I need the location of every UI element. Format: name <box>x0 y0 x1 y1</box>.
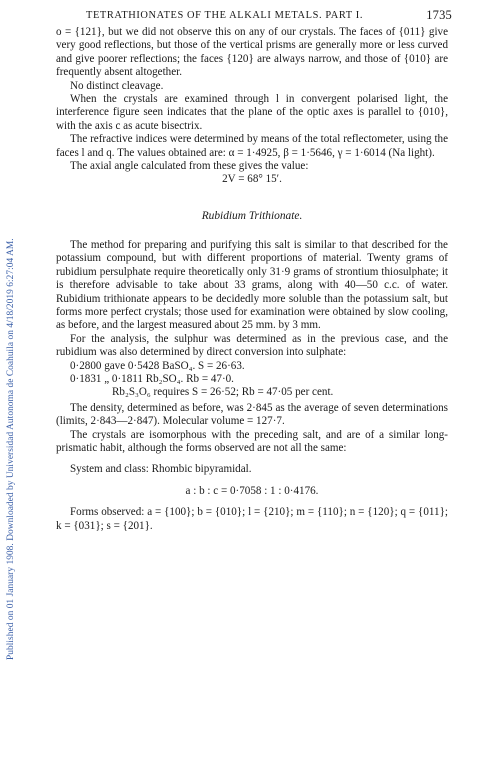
page-body <box>56 8 452 533</box>
paragraph-analysis-intro: For the analysis, the sulphur was determined as in the previous case, and the rubidium was also determined by direct conversion into sulphate: <box>56 332 448 359</box>
page-number: 1735 <box>426 8 452 22</box>
paragraph-isomorphous: The crystals are isomorphous with the preceding salt, and are of a similar long-prismatic habit, although the forms observed are not all the same: <box>56 428 448 454</box>
paragraph-faces: o = {121}, but we did not observe this on any of our crystals. The faces of {011} give very good reflections, but those of the vertical prisms are generally more or less curved and give poorer reflections; the faces {120} are always narrow, and those of {010} are frequently absent altogether. <box>56 26 448 79</box>
analysis-line-rubidium: 0·1831 „ 0·1811 Rb₂SO₄. Rb = 47·0. <box>70 372 234 385</box>
axial-ratio: a : b : c = 0·7058 : 1 : 0·4176. <box>185 484 319 497</box>
paragraph-cleavage: No distinct cleavage. <box>70 79 164 92</box>
forms-observed: Forms observed: a = {100}; b = {010}; l = {210}; m = {110}; n = {120}; q = {011}; k = {031}; s = {201}. <box>56 506 448 532</box>
system-class: System and class: Rhombic bipyramidal. <box>70 463 252 476</box>
paragraph-preparation: The method for preparing and purifying this salt is similar to that described for the potassium compound, but with different proportions of material. Twenty grams of rubidium persulphate require theoretically only 31·9 grams of strontium thiosulphate; it is therefore advisable to take about 33 grams, along with 40—50 c.c. of water. Rubidium trithionate appears to be decidedly more soluble than the potassium salt, but forms more perfect crystals; those used for examination were obtained by slow cooling, as before, and the largest measured about 25 mm. by 3 mm. <box>56 238 448 332</box>
running-head <box>56 8 452 26</box>
publication-sidenote: Published on 01 January 1908. Downloaded by Universidad Autonoma de Coahuila on 4/18/2019 6:27:04 AM. <box>6 238 16 660</box>
axial-angle-value: 2V = 68° 15′. <box>222 173 282 186</box>
paragraph-density: The density, determined as before, was 2·845 as the average of seven determinations (limits, 2·843—2·847). Molecular volume = 127·7. <box>56 401 448 428</box>
analysis-line-requires: Rb₂S₃O₆ requires S = 26·52; Rb = 47·05 per cent. <box>112 386 334 399</box>
running-title: TETRATHIONATES OF THE ALKALI METALS. PART I. <box>86 10 364 21</box>
paragraph-refractive-indices: The refractive indices were determined by means of the total reflectometer, using the faces l and q. The values obtained are: α = 1·4925, β = 1·5646, γ = 1·6014 (Na light). <box>56 133 448 159</box>
section-heading: Rubidium Trithionate. <box>201 209 303 222</box>
paragraph-polarised-light: When the crystals are examined through l in convergent polarised light, the interference figure seen indicates that the plane of the optic axes is parallel to {010}, with the axis c as acute bisectrix. <box>56 93 448 132</box>
analysis-line-barium: 0·2800 gave 0·5428 BaSO₄. S = 26·63. <box>70 359 245 372</box>
paragraph-axial-angle-intro: The axial angle calculated from these gives the value: <box>70 160 309 173</box>
